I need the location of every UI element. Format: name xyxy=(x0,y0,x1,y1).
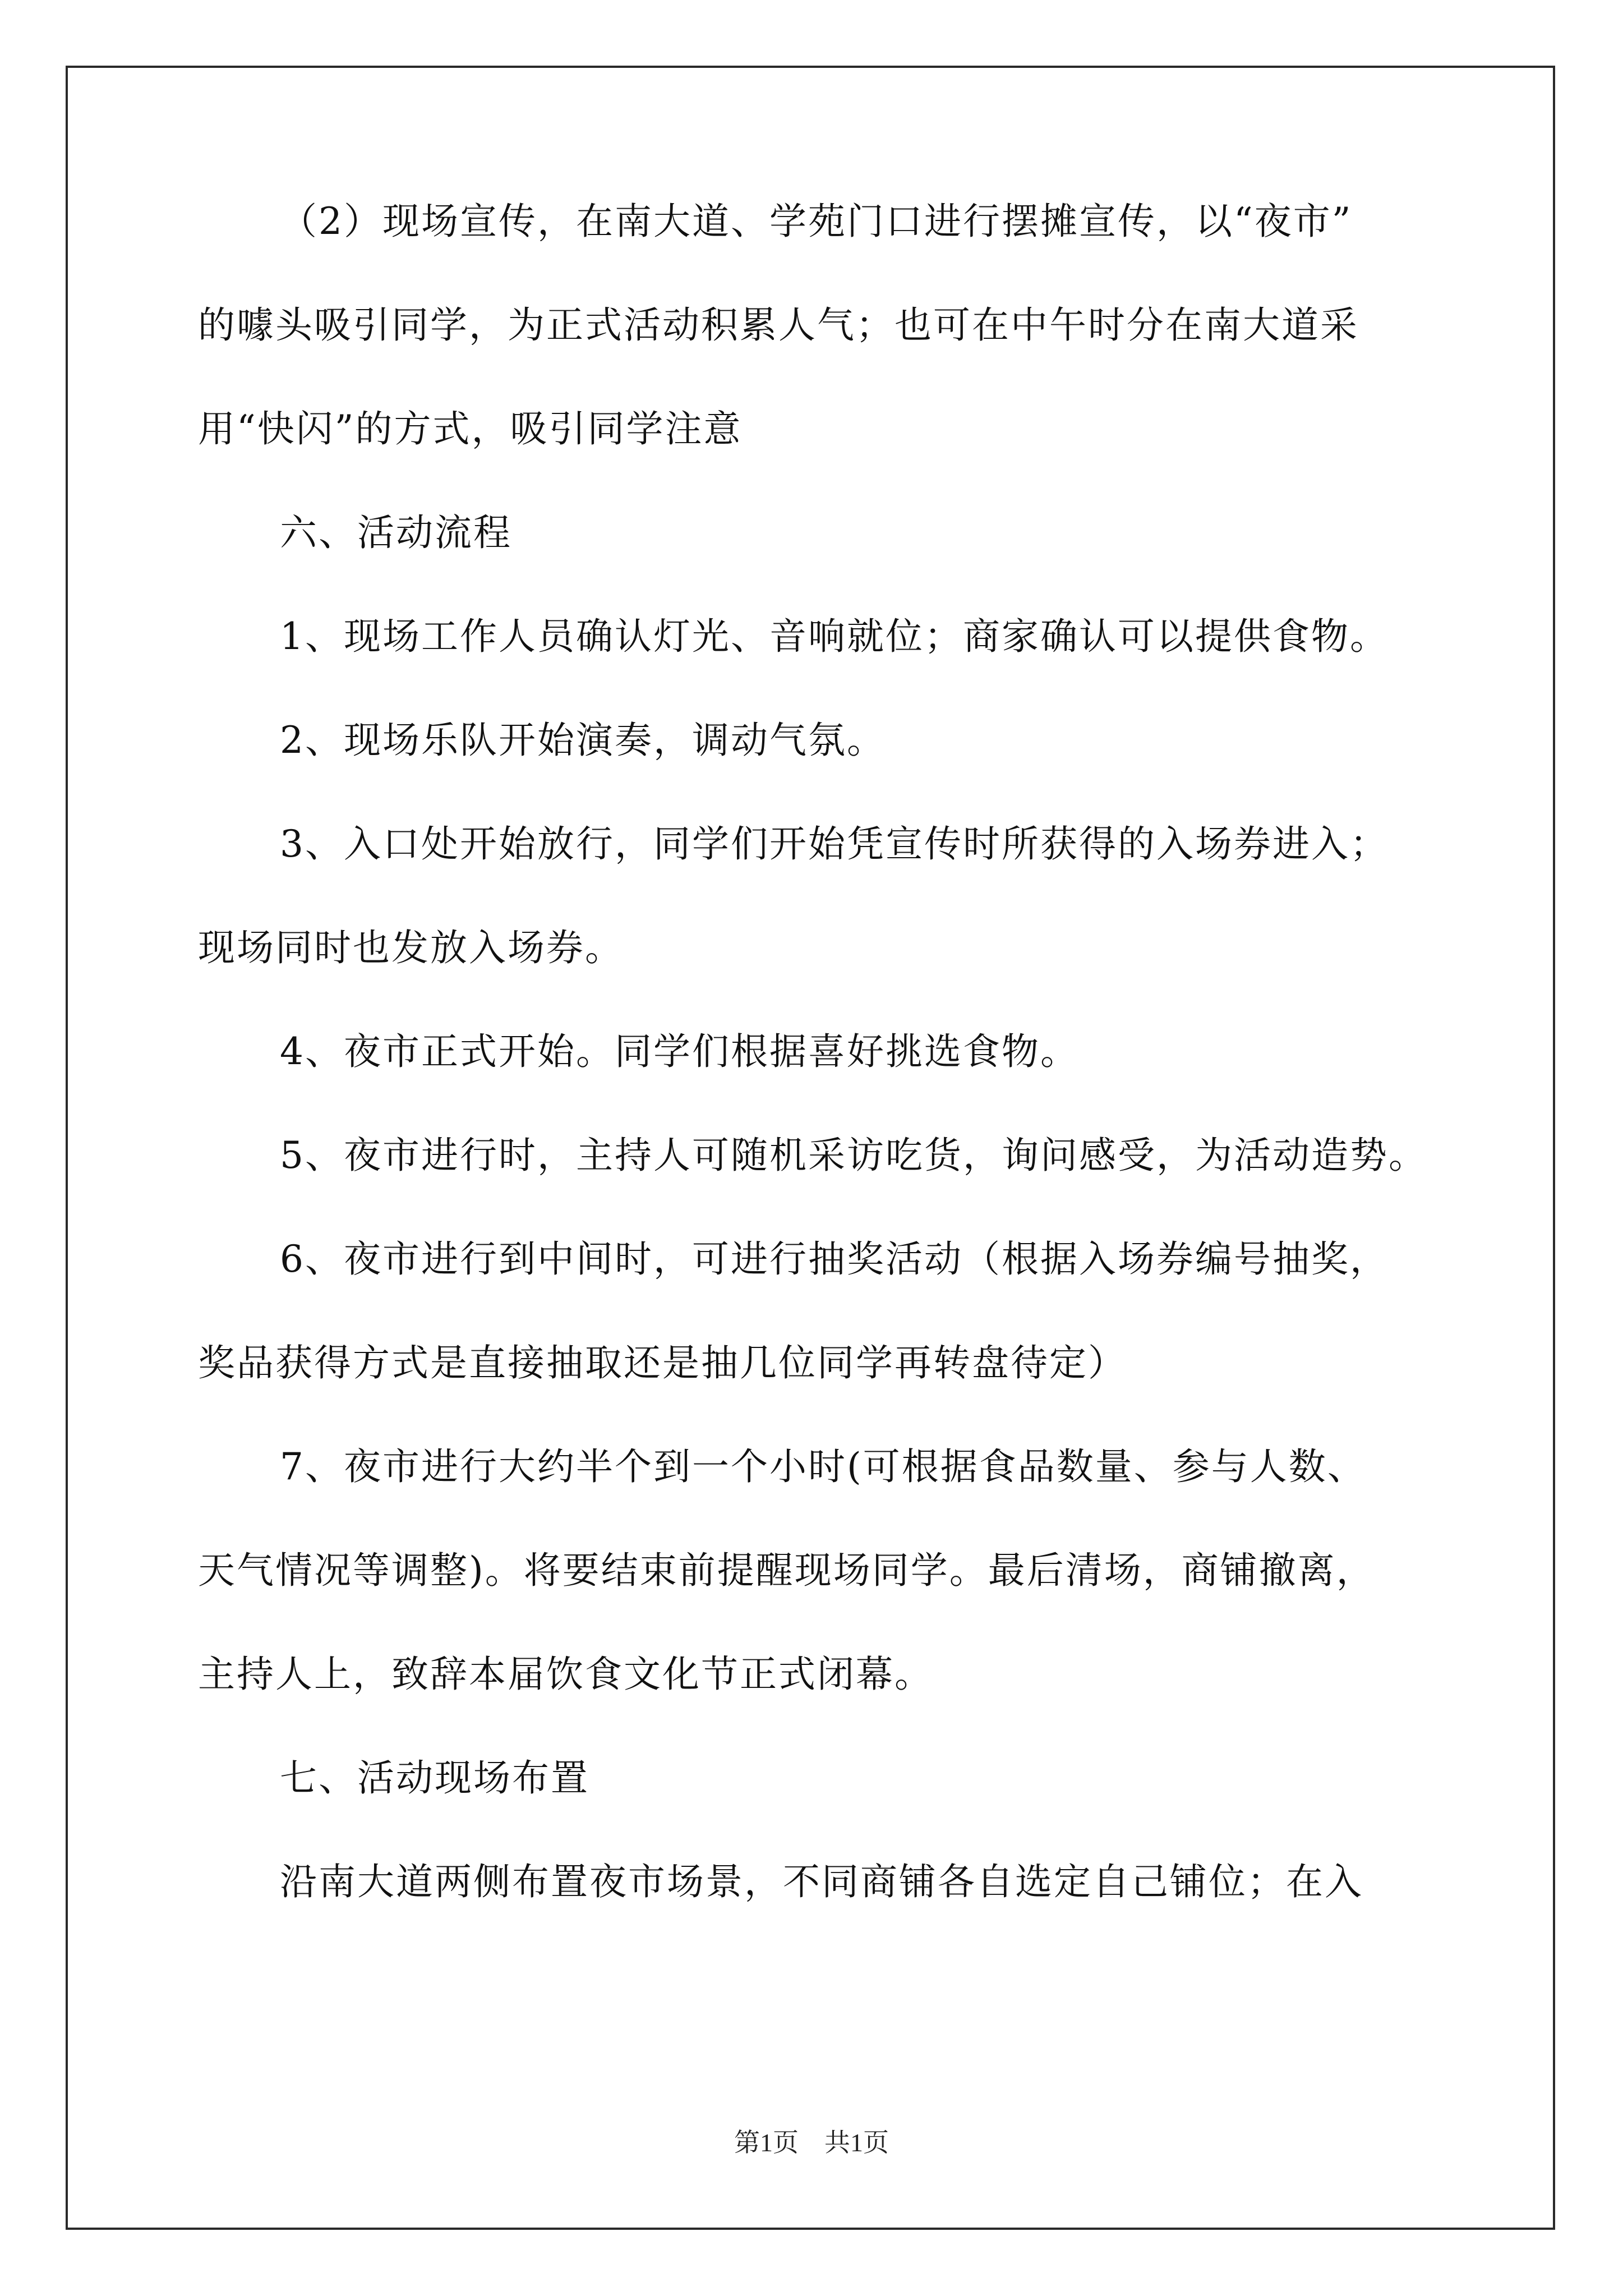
paragraph-line: 5、夜市进行时，主持人可随机采访吃货，询问感受，为活动造势。 xyxy=(280,1134,1427,1177)
paragraph-line: 3、入口处开始放行，同学们开始凭宣传时所获得的入场券进入； xyxy=(280,822,1389,866)
section-heading: 七、活动现场布置 xyxy=(280,1756,589,1800)
paragraph-line: （2）现场宣传，在南大道、学苑门口进行摆摊宣传，以“夜市” xyxy=(280,200,1353,243)
paragraph-line: 的噱头吸引同学，为正式活动积累人气；也可在中午时分在南大道采 xyxy=(198,303,1359,347)
paragraph-line: 2、现场乐队开始演奏，调动气氛。 xyxy=(280,719,886,762)
paragraph-line: 天气情况等调整)。将要结束前提醒现场同学。最后清场，商铺撤离， xyxy=(198,1549,1375,1592)
section-heading: 六、活动流程 xyxy=(280,511,512,554)
paragraph-line: 7、夜市进行大约半个到一个小时(可根据食品数量、参与人数、 xyxy=(280,1445,1366,1488)
paragraph-line: 4、夜市正式开始。同学们根据喜好挑选食物。 xyxy=(280,1030,1079,1073)
paragraph-line: 主持人上，致辞本届饮食文化节正式闭幕。 xyxy=(198,1653,933,1696)
paragraph-line: 1、现场工作人员确认灯光、音响就位；商家确认可以提供食物。 xyxy=(280,615,1389,658)
paragraph-line: 用“快闪”的方式，吸引同学注意 xyxy=(198,407,743,450)
page-number: 第1页 共1页 xyxy=(734,2128,889,2157)
paragraph-line: 沿南大道两侧布置夜市场景，不同商铺各自选定自己铺位；在入 xyxy=(280,1860,1363,1903)
paragraph-line: 现场同时也发放入场券。 xyxy=(198,926,624,969)
paragraph-line: 6、夜市进行到中间时，可进行抽奖活动（根据入场券编号抽奖， xyxy=(280,1237,1389,1281)
paragraph-line: 奖品获得方式是直接抽取还是抽几位同学再转盘待定） xyxy=(198,1341,1127,1384)
